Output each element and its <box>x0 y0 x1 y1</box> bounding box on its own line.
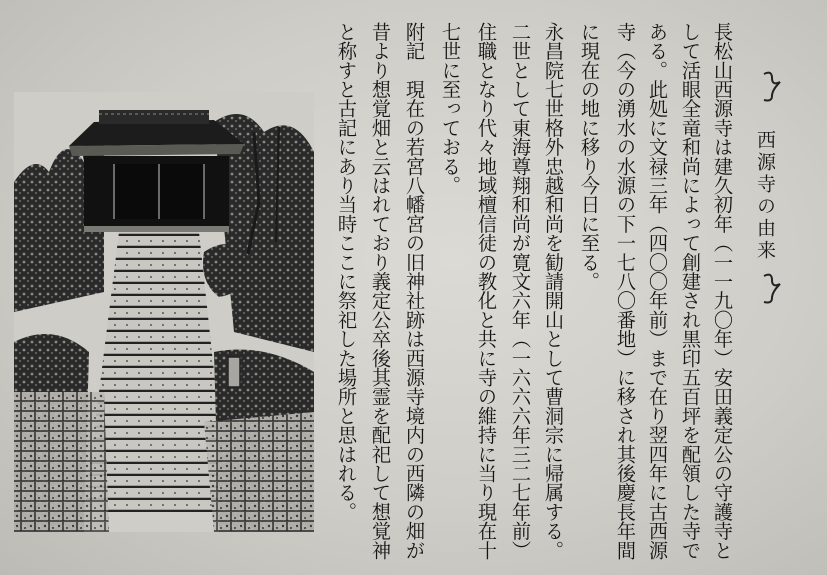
temple-gate-photo <box>14 92 314 532</box>
text-column: 住職となり代々地域檀信徒の教化と共に寺の維持に当り現在十 <box>475 22 498 560</box>
text-column: 附記 現在の若宮八幡宮の旧神社跡は西源寺境内の西隣の畑が <box>403 22 426 560</box>
text-column: 二世として東海尊翔和尚が寛文六年（一六六六年三二七年前） <box>509 22 532 560</box>
text-column: 七世に至っておる。 <box>439 22 462 195</box>
text-column: 昔より想覚畑と云はれており義定公卒後其霊を配祀して想覚神 <box>369 22 392 560</box>
text-column: ある。此処に文禄三年（四〇〇年前）まで在り翌四年に古西源 <box>646 22 669 560</box>
text-column: 永昌院七世格外忠越和尚を勧請開山として曹洞宗に帰属する。 <box>542 22 565 560</box>
ornament-top-icon <box>760 70 784 104</box>
text-column: と称すと古記にあり当時ここに祭祀した場所と思はれる。 <box>335 22 358 522</box>
text-column: 寺（今の湧水の水源の下一七八〇番地）に移され其後慶長年間 <box>614 22 637 560</box>
ornament-bottom-icon <box>760 272 784 306</box>
text-column: に現在の地に移り今日に至る。 <box>578 22 601 291</box>
page-title: 西源寺の由来 <box>754 130 776 262</box>
text-column: 長松山西源寺は建久初年（一一九〇年）安田義定公の守護寺と <box>711 22 734 560</box>
text-column: して活眼全竜和尚によって創建され黒印五百坪を配領した寺で <box>679 22 702 560</box>
